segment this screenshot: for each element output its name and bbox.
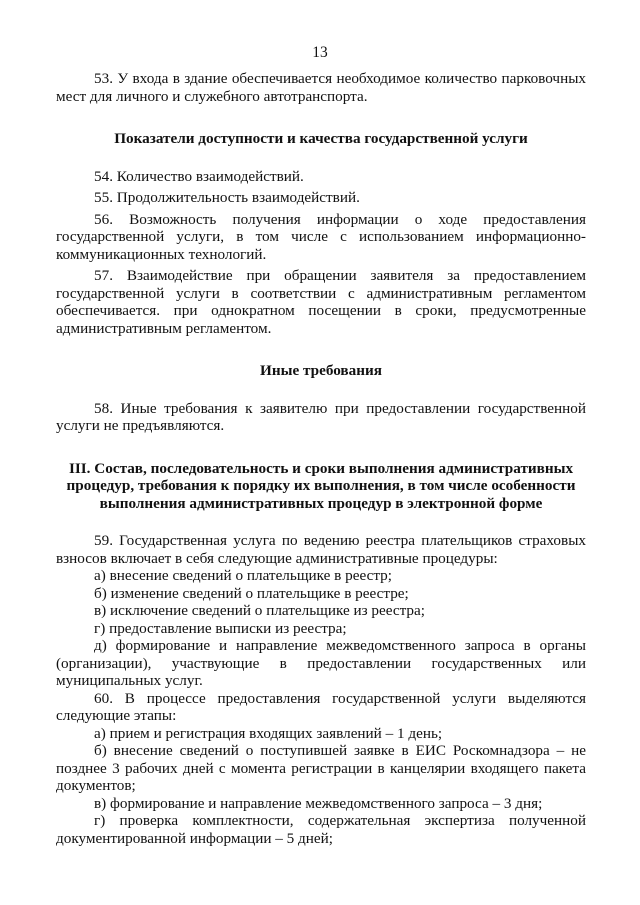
list-item-59d: г) предоставление выписки из реестра; xyxy=(94,619,347,637)
document-body xyxy=(56,70,586,847)
heading-quality-indicators: Показатели доступности и качества государственной услуги xyxy=(114,130,528,147)
paragraph-58: 58. Иные требования к заявителю при предоставлении государственной услуги не предъявляются. xyxy=(56,399,586,434)
paragraph-53: 53. У входа в здание обеспечивается необходимое количество парковочных мест для личного и служебного автотранспорта. xyxy=(56,70,586,105)
list-item-59e: д) формирование и направление межведомственного запроса в органы (организации), участвующие в предоставлении государственных или муниципальных услуг. xyxy=(56,637,586,689)
paragraph-54: 54. Количество взаимодействий. xyxy=(94,167,304,185)
list-item-60d: г) проверка комплектности, содержательная экспертиза полученной документированной информации – 5 дней; xyxy=(56,812,586,847)
paragraph-59: 59. Государственная услуга по ведению реестра плательщиков страховых взносов включает в себя следующие административные процедуры: xyxy=(56,532,586,567)
section-3-title: III. Состав, последовательность и сроки выполнения административных процедур, требования к порядку их выполнения, в том числе особенности выполнения административных процедур в электронной форме xyxy=(66,459,576,512)
list-item-59c: в) исключение сведений о плательщике из реестра; xyxy=(94,602,425,619)
list-item-60a: а) прием и регистрация входящих заявлений – 1 день; xyxy=(94,724,443,742)
page-number: 13 xyxy=(312,44,328,61)
heading-other-requirements: Иные требования xyxy=(260,362,382,379)
paragraph-60: 60. В процессе предоставления государственной услуги выделяются следующие этапы: xyxy=(56,689,586,724)
list-item-60c: в) формирование и направление межведомственного запроса – 3 дня; xyxy=(94,794,543,812)
list-item-59a: а) внесение сведений о плательщике в реестр; xyxy=(94,567,392,584)
paragraph-56: 56. Возможность получения информации о ходе предоставления государственной услуги, в том числе с использованием информационно-коммуникационных технологий. xyxy=(56,210,586,263)
paragraph-55: 55. Продолжительность взаимодействий. xyxy=(94,189,360,206)
paragraph-57: 57. Взаимодействие при обращении заявителя за предоставлением государственной услуги в соответствии с административным регламентом обеспечивается. при однократном посещении в сроки, предусмотренные административным регламентом. xyxy=(56,267,586,337)
list-item-59b: б) изменение сведений о плательщике в реестре; xyxy=(94,584,409,602)
list-item-60b: б) внесение сведений о поступившей заявке в ЕИС Роскомнадзора – не позднее 3 рабочих дней с момента регистрации в канцелярии входящего пакета документов; xyxy=(56,742,586,794)
